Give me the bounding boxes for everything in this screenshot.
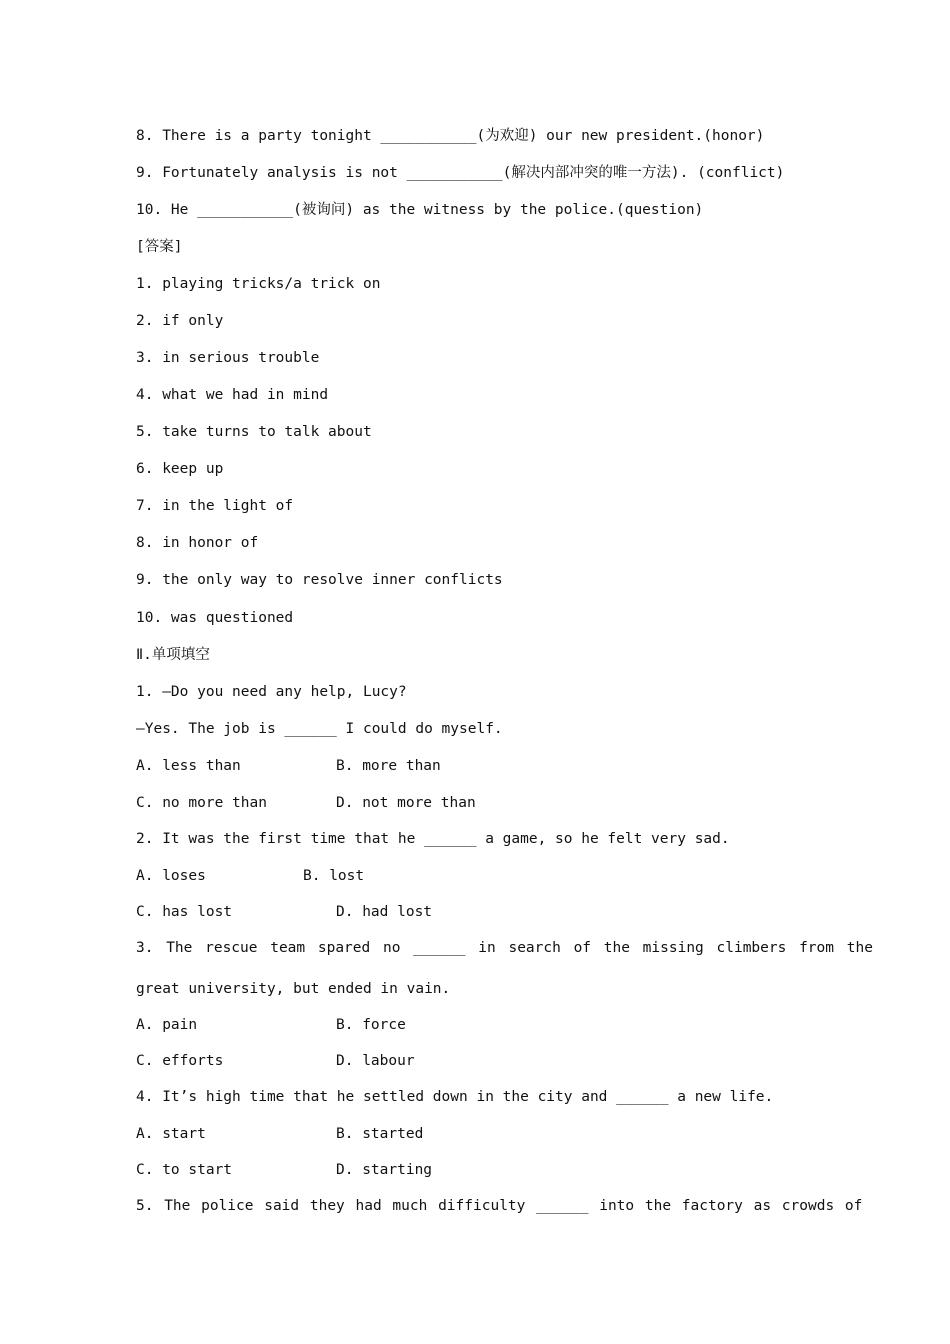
q4-option-d: D. starting bbox=[336, 1162, 433, 1178]
mc-question-5-line-1: 5. The police said they had much difficulty ______ into the factory as crowds of bbox=[136, 1198, 863, 1214]
q2-option-c: C. has lost bbox=[136, 904, 233, 920]
answer-6: 6. keep up bbox=[136, 461, 224, 477]
section-2-heading: Ⅱ.单项填空 bbox=[136, 647, 210, 663]
fill-in-item-8: 8. There is a party tonight ___________(为欢迎) our new president.(honor) bbox=[136, 128, 765, 144]
answer-2: 2. if only bbox=[136, 313, 224, 329]
answer-8: 8. in honor of bbox=[136, 535, 259, 551]
q3-option-a: A. pain bbox=[136, 1017, 198, 1033]
answer-4: 4. what we had in mind bbox=[136, 387, 329, 403]
fill-in-item-9: 9. Fortunately analysis is not ___________(解决内部冲突的唯一方法). (conflict) bbox=[136, 165, 785, 181]
answer-7: 7. in the light of bbox=[136, 498, 294, 514]
q1-option-c: C. no more than bbox=[136, 795, 267, 811]
answer-5: 5. take turns to talk about bbox=[136, 424, 372, 440]
answer-3: 3. in serious trouble bbox=[136, 350, 320, 366]
q4-option-a: A. start bbox=[136, 1126, 206, 1142]
mc-question-4: 4. It’s high time that he settled down in the city and ______ a new life. bbox=[136, 1089, 774, 1105]
q3-option-b: B. force bbox=[336, 1017, 406, 1033]
q2-option-b: B. lost bbox=[303, 868, 365, 884]
mc-question-1-line-1: 1. —Do you need any help, Lucy? bbox=[136, 684, 407, 700]
mc-question-3-line-2: great university, but ended in vain. bbox=[136, 981, 451, 997]
answer-9: 9. the only way to resolve inner conflicts bbox=[136, 572, 503, 588]
answer-10: 10. was questioned bbox=[136, 610, 294, 626]
q4-option-b: B. started bbox=[336, 1126, 424, 1142]
answer-1: 1. playing tricks/a trick on bbox=[136, 276, 381, 292]
mc-question-1-line-2: —Yes. The job is ______ I could do myself. bbox=[136, 721, 503, 737]
mc-question-2: 2. It was the first time that he ______ a game, so he felt very sad. bbox=[136, 831, 730, 847]
mc-question-3-line-1: 3. The rescue team spared no ______ in search of the missing climbers from the bbox=[136, 940, 873, 956]
q3-option-d: D. labour bbox=[336, 1053, 415, 1069]
answers-heading: [答案] bbox=[136, 239, 183, 255]
q2-option-a: A. loses bbox=[136, 868, 206, 884]
fill-in-item-10: 10. He ___________(被询问) as the witness by the police.(question) bbox=[136, 202, 704, 218]
q1-option-b: B. more than bbox=[336, 758, 441, 774]
q1-option-d: D. not more than bbox=[336, 795, 476, 811]
q3-option-c: C. efforts bbox=[136, 1053, 224, 1069]
q4-option-c: C. to start bbox=[136, 1162, 233, 1178]
q2-option-d: D. had lost bbox=[336, 904, 433, 920]
q1-option-a: A. less than bbox=[136, 758, 241, 774]
